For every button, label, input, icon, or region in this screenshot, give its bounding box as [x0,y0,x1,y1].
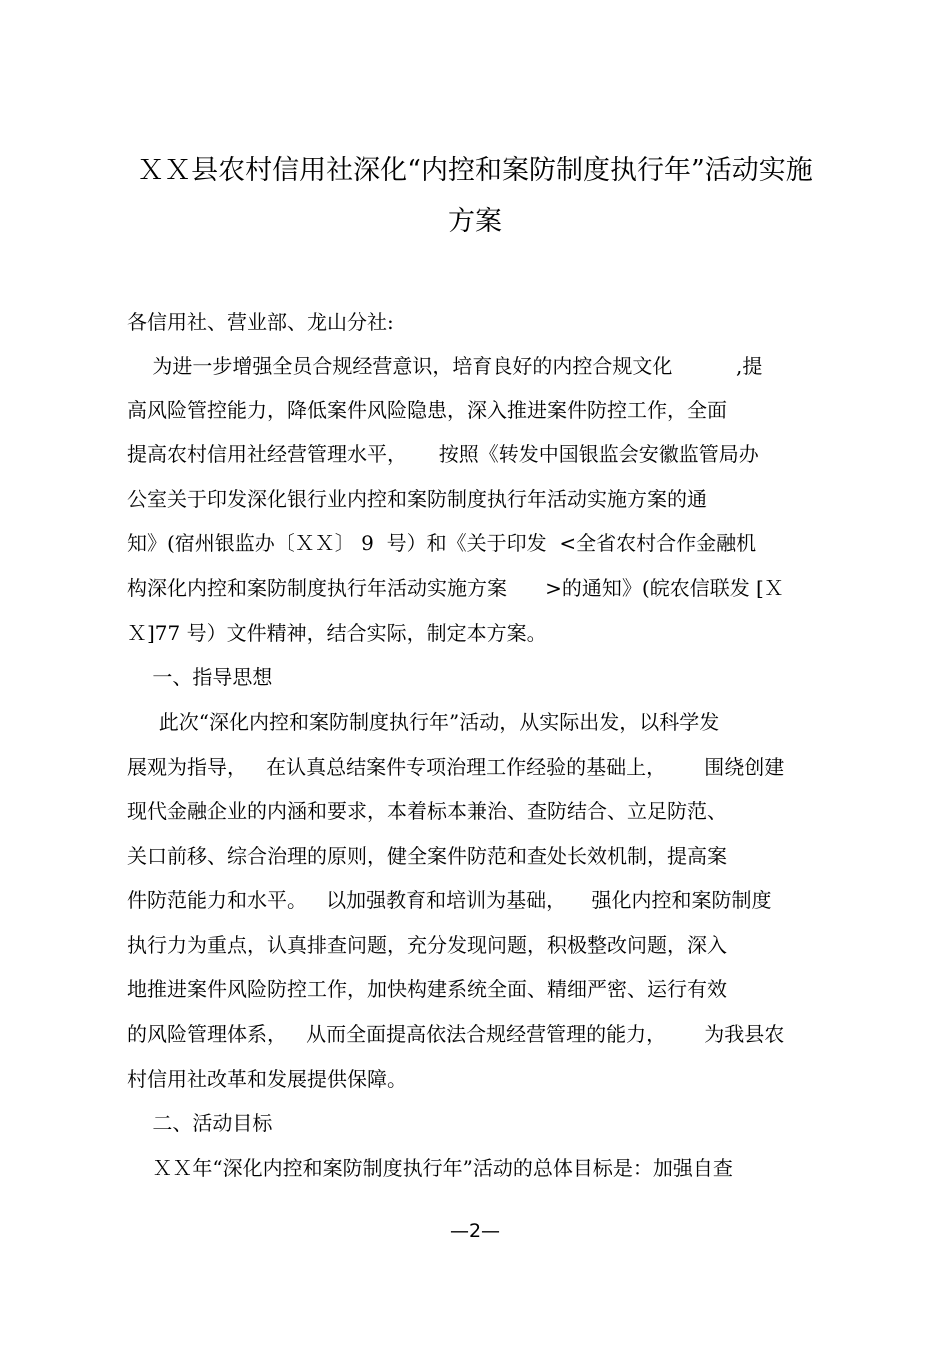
section-heading-1: 一、指导思想 [127,665,273,689]
document-title-line-1: ＸＸ县农村信用社深化“内控和案防制度执行年”活动实施 [137,155,813,186]
body-line: 高风险管控能力，降低案件风险隐患，深入推进案件防控工作，全面 [127,398,727,422]
body-line: 件防范能力和水平。 以加强教育和培训为基础， 强化内控和案防制度 [127,888,772,912]
body-line: 展观为指导， 在认真总结案件专项治理工作经验的基础上， 围绕创建 [127,755,785,779]
body-line: 构深化内控和案防制度执行年活动实施方案 >的通知》(皖农信联发 [Ｘ [127,576,784,600]
body-line: 村信用社改革和发展提供保障。 [127,1067,407,1091]
section-heading-2: 二、活动目标 [127,1111,273,1135]
body-line: 关口前移、综合治理的原则，健全案件防范和查处长效机制，提高案 [127,844,727,868]
body-line: 现代金融企业的内涵和要求，本着标本兼治、查防结合、立足防范、 [127,799,727,823]
body-line: 提高农村信用社经营管理水平， 按照《转发中国银监会安徽监管局办 [127,442,759,466]
body-line: 为进一步增强全员合规经营意识，培育良好的内控合规文化 ,提 [127,354,763,378]
body-line: 知》(宿州银监办〔ＸＸ〕 9 号）和《关于印发 <全省农村合作金融机 [127,531,757,555]
body-line: 执行力为重点，认真排查问题，充分发现问题，积极整改问题，深入 [127,933,727,957]
page-number: —2— [449,1220,501,1242]
body-line: 此次“深化内控和案防制度执行年”活动，从实际出发，以科学发 [127,710,720,734]
body-line: 的风险管理体系， 从而全面提高依法合规经营管理的能力， 为我县农 [127,1022,785,1046]
body-line: Ｘ]77 号）文件精神，结合实际，制定本方案。 [127,621,547,645]
body-line: ＸＸ年“深化内控和案防制度执行年”活动的总体目标是：加强自查 [127,1156,733,1180]
body-line: 公室关于印发深化银行业内控和案防制度执行年活动实施方案的通 [127,487,707,511]
body-line: 地推进案件风险防控工作，加快构建系统全面、精细严密、运行有效 [127,977,727,1001]
document-title-line-2: 方案 [448,206,502,237]
salutation: 各信用社、营业部、龙山分社: [127,310,394,334]
